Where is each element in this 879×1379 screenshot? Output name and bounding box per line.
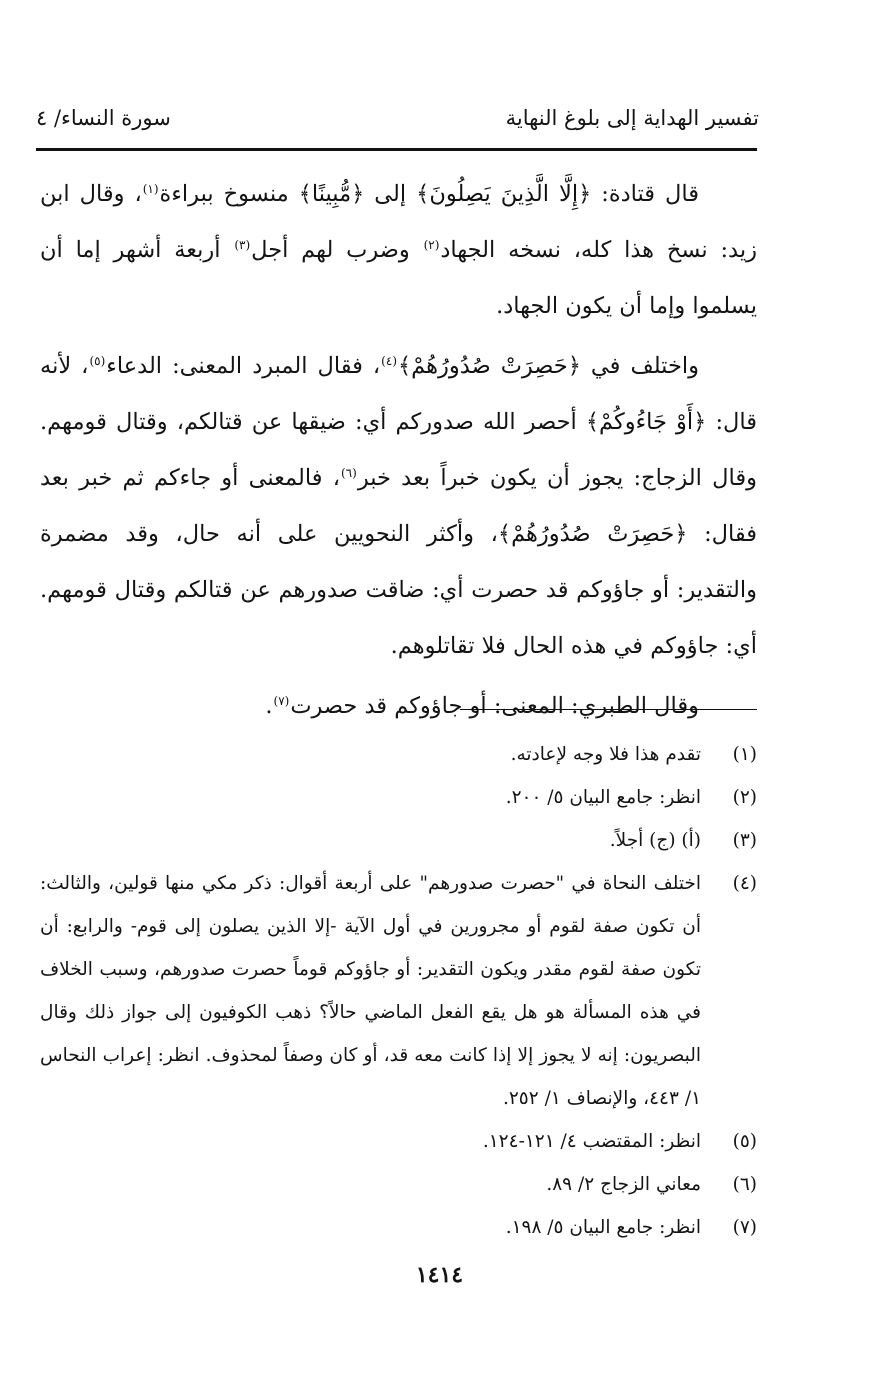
footnote-number: (٥) bbox=[732, 1131, 757, 1152]
footnote-ref-6[interactable]: (٦) bbox=[340, 465, 357, 480]
footnote-item bbox=[40, 733, 757, 776]
footnote-item bbox=[40, 1163, 757, 1206]
p2-pre: واختلف في bbox=[580, 353, 699, 379]
footnote-number: (١) bbox=[732, 744, 757, 765]
footnote-ref-5[interactable]: (٥) bbox=[89, 353, 106, 368]
p1-end: أربعة أشهر إما أن يسلموا وإما أن يكون الجهاد. bbox=[40, 237, 757, 319]
p1-mid4: وضرب لهم أجل bbox=[251, 237, 423, 263]
footnote-item bbox=[40, 819, 757, 862]
quran-quote: ﴿مُّبِينًا﴾ bbox=[298, 181, 365, 207]
footnote-item bbox=[40, 776, 757, 819]
page-number: ١٤١٤ bbox=[415, 1262, 464, 1288]
footnote-text: انظر: جامع البيان ٥/ ٢٠٠. bbox=[505, 787, 701, 808]
p2-mid3: أحصر الله صدوركم أي: ضيقها عن قتالكم، وقتال قومهم. وقال الزجاج: يجوز أن يكون خبراً بعد خبر bbox=[40, 409, 757, 491]
p1-pre: قال قتادة: bbox=[591, 181, 699, 207]
footnote-text: اختلف النحاة في "حصرت صدورهم" على أربعة أقوال: ذكر مكي منها قولين، والثالث: أن تكون صفة لقوم أو مجرورين في أول الآية -إلا الذين يصلون إلى قوم- والرابع: أن تكون صفة لقوم مقدر ويكون التقدير: أو جاؤوكم قوماً حصرت صدورهم، وسبب الخلاف في هذه المسألة هو هل يقع الفعل الماضي حالاً؟ ذهب الكوفيون إلى جواز ذلك وقال البصريون: إنه لا يجوز إلا إذا كانت معه قد، أو كان وصفاً لمحذوف. انظر: إعراب النحاس ١/ ٤٤٣، والإنصاف ١/ ٢٥٢. bbox=[40, 873, 701, 1109]
p1-mid2: منسوخ ببراءة bbox=[159, 181, 299, 207]
footnote-number: (٢) bbox=[732, 787, 757, 808]
footnote-text: (أ) (ج) أجلاً. bbox=[609, 830, 701, 851]
footnote-item bbox=[40, 1120, 757, 1163]
footnote-ref-7[interactable]: (٧) bbox=[273, 693, 290, 708]
footnote-item bbox=[40, 862, 757, 1120]
footnote-text: انظر: جامع البيان ٥/ ١٩٨. bbox=[505, 1217, 701, 1238]
footnote-ref-1[interactable]: (١) bbox=[142, 181, 159, 196]
footnote-ref-4[interactable]: (٤) bbox=[381, 353, 397, 368]
p2-end: ، وأكثر النحويين على أنه حال، وقد مضمرة والتقدير: أو جاؤوكم قد حصرت أي: ضاقت صدورهم عن قتالكم وقتال قومهم. أي: جاؤوكم في هذه الحال فلا تقاتلوهم. bbox=[40, 521, 757, 659]
p3-end: . bbox=[265, 693, 273, 719]
quran-quote: ﴿حَصِرَتْ صُدُورُهُمْ﴾ bbox=[497, 521, 688, 547]
quran-quote: ﴿إِلَّا الَّذِينَ يَصِلُونَ﴾ bbox=[416, 181, 592, 207]
p1-mid1: إلى bbox=[364, 181, 417, 207]
footnote-number: (٤) bbox=[732, 873, 757, 894]
p1-mid3: ، وقال ابن زيد: نسخ هذا كله، نسخه الجهاد bbox=[40, 181, 757, 263]
paragraph-1 bbox=[40, 166, 757, 334]
footnote-divider bbox=[460, 709, 757, 710]
quran-quote: ﴿حَصِرَتْ صُدُورُهُمْ﴾ bbox=[398, 353, 581, 379]
footnote-text: تقدم هذا فلا وجه لإعادته. bbox=[510, 744, 701, 765]
footnote-text: معاني الزجاج ٢/ ٨٩. bbox=[546, 1174, 701, 1195]
paragraph-2 bbox=[40, 338, 757, 674]
running-header bbox=[36, 100, 759, 136]
header-divider bbox=[36, 148, 757, 151]
p3-text: وقال الطبري: المعنى: أو جاؤوكم قد حصرت bbox=[290, 693, 699, 719]
p2-mid2: ، لأنه قال: bbox=[40, 353, 757, 435]
quran-quote: ﴿أَوْ جَاءُوكُمْ﴾ bbox=[585, 409, 707, 435]
footnote-number: (٦) bbox=[732, 1174, 757, 1195]
book-title: تفسير الهداية إلى بلوغ النهاية bbox=[505, 106, 759, 130]
footnote-ref-3[interactable]: (٣) bbox=[234, 237, 251, 252]
footnote-number: (٣) bbox=[732, 830, 757, 851]
main-text bbox=[40, 166, 757, 734]
footnote-number: (٧) bbox=[732, 1217, 757, 1238]
footnote-text: انظر: المقتضب ٤/ ١٢١-١٢٤. bbox=[482, 1131, 701, 1152]
surah-label: سورة النساء/ ٤ bbox=[36, 106, 171, 130]
footnote-item bbox=[40, 1206, 757, 1249]
footnotes bbox=[40, 733, 757, 1249]
p2-mid4: ، فالمعنى أو جاءكم ثم خبر بعد فقال: bbox=[40, 465, 757, 547]
footnote-ref-2[interactable]: (٢) bbox=[423, 237, 440, 252]
paragraph-3 bbox=[40, 678, 757, 734]
p2-mid1: ، فقال المبرد المعنى: الدعاء bbox=[106, 353, 381, 379]
